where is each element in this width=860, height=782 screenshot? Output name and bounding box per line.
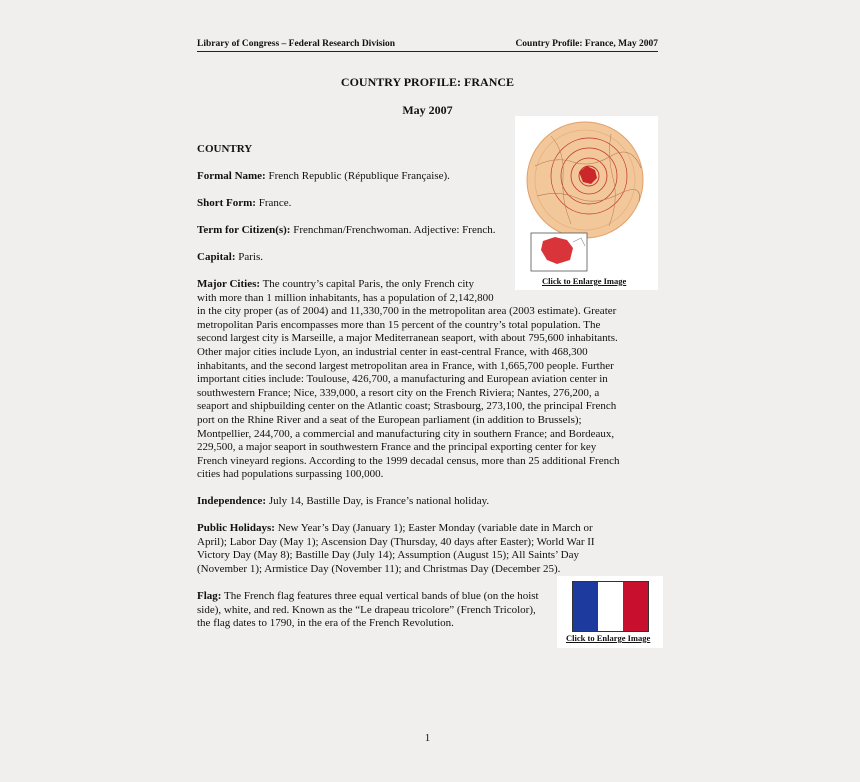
text-line: Flag: The French flag features three equal vertical bands of blue (on the hoist [197, 590, 539, 602]
short-form-value: France. [255, 197, 292, 209]
independence-label: Independence: [197, 495, 267, 507]
text-line: French vineyard regions. According to the 1999 decadal census, more than 25 additional French [197, 454, 620, 467]
text-line: seaport and shipbuilding center on the Atlantic coast; Strasbourg, 273,100, the principal French [197, 400, 617, 413]
major-cities-entry [197, 278, 652, 482]
header-right: Country Profile: France, May 2007 [515, 39, 658, 49]
formal-name-entry [197, 170, 450, 184]
formal-name-value: French Republic (République Française). [265, 170, 450, 182]
text-line: in the city proper (as of 2004) and 11,330,700 in the metropolitan area (2003 estimate). Greater [197, 305, 617, 318]
running-header [197, 39, 658, 52]
independence-value: July 14, Bastille Day, is France’s national holiday. [266, 495, 490, 507]
text-line: cities had populations surpassing 100,000. [197, 468, 384, 481]
text-line: 229,500, a major seaport in southwestern France and the principal exporting center for key [197, 441, 597, 454]
text-line: inhabitants, and the second largest metropolitan area in France, with 1,665,700 people. Further [197, 359, 614, 372]
flag-enlarge-link[interactable]: Click to Enlarge Image [566, 633, 651, 643]
text-line: important cities include: Toulouse, 426,700, a manufacturing and European aviation center in [197, 373, 608, 386]
globe-map-image[interactable] [515, 116, 658, 276]
flag-label: Flag: [197, 590, 222, 602]
independence-entry [197, 495, 489, 509]
capital-label: Capital: [197, 251, 236, 263]
short-form-entry [197, 197, 291, 211]
text-line: (November 1); Armistice Day (November 11); and Christmas Day (December 25). [197, 562, 561, 575]
french-flag-image[interactable] [572, 581, 649, 632]
major-cities-label: Major Cities: [197, 278, 261, 290]
text-line: Montpellier, 244,700, a commercial and manufacturing city in southern France; and Bordeaux, [197, 427, 615, 440]
formal-name-label: Formal Name: [197, 170, 266, 182]
section-heading: COUNTRY [197, 143, 253, 155]
text-line: side), white, and red. Known as the “Le drapeau tricolore” (French Tricolor), [197, 603, 536, 616]
term-citizen-value: Frenchman/Frenchwoman. Adjective: French. [290, 224, 496, 236]
flag-white-band [598, 582, 623, 631]
text-line: metropolitan Paris encompasses more than 15 percent of the country’s total population. The [197, 318, 601, 331]
term-citizen-entry [197, 224, 495, 238]
capital-value: Paris. [235, 251, 263, 263]
document-title: COUNTRY PROFILE: FRANCE [340, 75, 515, 89]
text-line: the flag dates to 1790, in the era of the French Revolution. [197, 617, 454, 630]
text-line: with more than 1 million inhabitants, has a population of 2,142,800 [197, 291, 494, 304]
text-line: second largest city is Marseille, a major Mediterranean seaport, with about 795,600 inhabitants. [197, 332, 618, 345]
map-enlarge-link[interactable]: Click to Enlarge Image [542, 276, 627, 286]
header-left: Library of Congress – Federal Research Division [197, 39, 396, 49]
document-date: May 2007 [402, 103, 453, 117]
text-line: port on the Rhine River and a seat of the European parliament (in addition to Brussels); [197, 413, 582, 426]
flag-blue-band [573, 582, 598, 631]
text-line: southwestern France; Nice, 339,000, a resort city on the French Riviera; Nantes, 276,200, a [197, 386, 600, 399]
flag-entry [197, 590, 565, 631]
public-holidays-label: Public Holidays: [197, 522, 275, 534]
page-number: 1 [424, 732, 431, 744]
flag-red-band [623, 582, 648, 631]
short-form-label: Short Form: [197, 197, 256, 209]
flag-figure[interactable] [557, 576, 663, 648]
capital-entry [197, 251, 263, 265]
term-citizen-label: Term for Citizen(s): [197, 224, 291, 236]
text-line: Other major cities include Lyon, an industrial center in east-central France, with 468,300 [197, 345, 588, 358]
location-map-figure[interactable] [515, 116, 658, 290]
text-line: Victory Day (May 8); Bastille Day (July 14); Assumption (August 15); All Saints’ Day [197, 549, 579, 562]
text-line: Major Cities: The country’s capital Paris, the only French city [197, 278, 474, 290]
public-holidays-entry [197, 522, 627, 576]
text-line: April); Labor Day (May 1); Ascension Day (Thursday, 40 days after Easter); World War II [197, 535, 595, 548]
text-line: Public Holidays: New Year’s Day (January 1); Easter Monday (variable date in March or [197, 522, 593, 534]
